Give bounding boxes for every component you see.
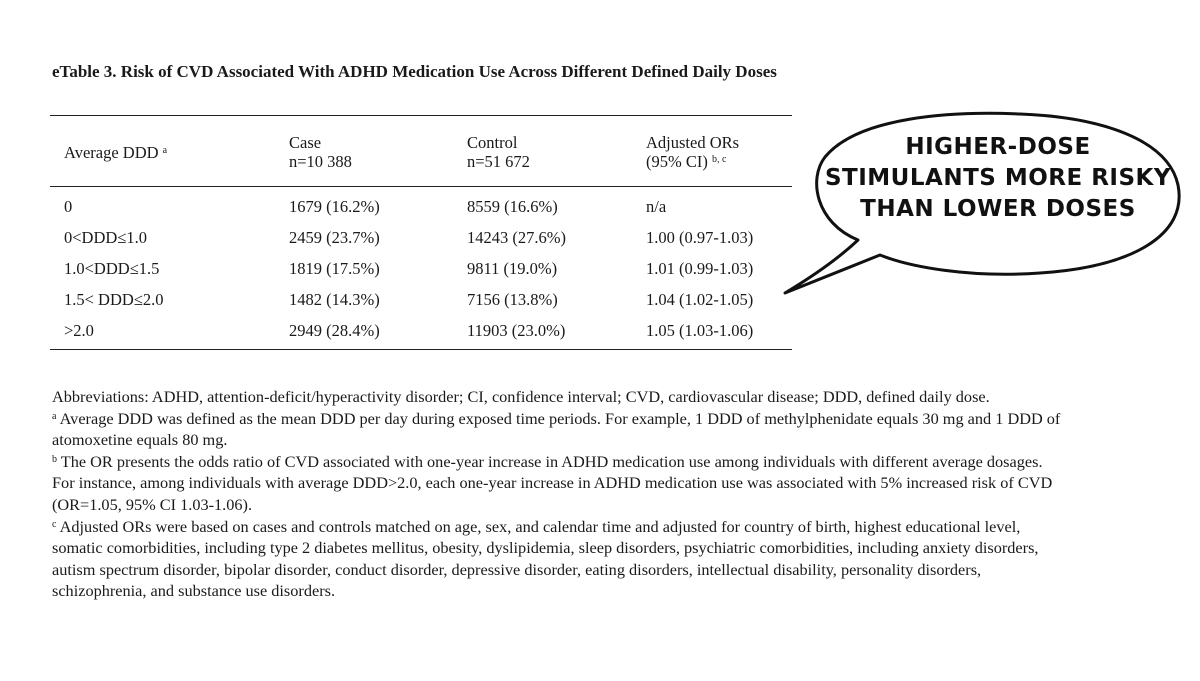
cell-case: 2949 (28.4%): [289, 321, 380, 340]
cell-case: 1482 (14.3%): [289, 290, 380, 309]
cell-or: 1.04 (1.02-1.05): [646, 290, 754, 309]
speech-bubble-line: HIGHER-DOSE: [905, 134, 1091, 160]
header-case-n: n=10 388: [289, 152, 352, 171]
header-case: [277, 116, 455, 187]
cell-ddd: 0<DDD≤1.0: [64, 228, 147, 247]
footnote-marker: b: [52, 453, 57, 465]
cell-ddd: 0: [64, 197, 73, 216]
header-average-ddd-label: Average DDD: [64, 142, 159, 162]
cell-ddd: >2.0: [64, 321, 94, 340]
footnote-marker: a: [162, 144, 168, 156]
footnote-marker: a: [52, 410, 57, 422]
cell-or: 1.00 (0.97-1.03): [646, 228, 754, 247]
cell-control: 9811 (19.0%): [467, 259, 558, 278]
cell-or: 1.01 (0.99-1.03): [646, 259, 754, 278]
speech-bubble-line: THAN LOWER DOSES: [860, 196, 1136, 222]
header-adjusted-or-label: Adjusted ORs: [646, 133, 740, 152]
abbreviations-note: Abbreviations: ADHD, attention-deficit/hyperactivity disorder; CI, confidence interval; CVD, cardiovascular disease; DDD, defined daily dose.: [52, 387, 990, 406]
cell-case: 2459 (23.7%): [289, 228, 380, 247]
footnote-a: [52, 408, 1062, 451]
table-header-row: [50, 116, 792, 187]
cell-or: 1.05 (1.03-1.06): [646, 321, 754, 340]
header-control-n: n=51 672: [467, 152, 530, 171]
header-average-ddd: [50, 116, 277, 187]
header-case-label: Case: [289, 133, 322, 152]
cell-control: 11903 (23.0%): [467, 321, 566, 340]
cell-case: 1679 (16.2%): [289, 197, 380, 216]
header-adjusted-or-ci: (95% CI): [646, 152, 708, 171]
footnote-b: [52, 451, 1062, 516]
cell-ddd: 1.0<DDD≤1.5: [64, 259, 160, 278]
footnote-marker: c: [52, 518, 57, 530]
cell-ddd: 1.5< DDD≤2.0: [64, 290, 164, 309]
table-row: [50, 315, 792, 350]
header-control-label: Control: [467, 133, 518, 152]
table-row: [50, 222, 792, 253]
table-row: [50, 284, 792, 315]
cell-or: n/a: [646, 197, 667, 216]
header-control: [455, 116, 634, 187]
cell-case: 1819 (17.5%): [289, 259, 380, 278]
table-row: [50, 187, 792, 223]
footnote-c: [52, 516, 1062, 602]
cell-control: 7156 (13.8%): [467, 290, 558, 309]
footnote-marker: b, c: [711, 154, 727, 165]
speech-bubble-text: [818, 132, 1178, 225]
footnote-b-text: The OR presents the odds ratio of CVD associated with one-year increase in ADHD medication use among individuals with different average dosages. For instance, among individuals with average DDD>2.0, each one-year increase in ADHD medication use was associated with 5% increased risk of CVD (OR=1.05, 95% CI 1.03-1.06).: [52, 451, 1053, 514]
footnote-c-text: Adjusted ORs were based on cases and controls matched on age, sex, and calendar time and adjusted for country of birth, highest educational level, somatic comorbidities, including type 2 diabetes mellitus, obesity, dyslipidemia, sleep disorders, psychiatric comorbidities, including anxiety disorders, autism spectrum disorder, bipolar disorder, conduct disorder, depressive disorder, eating disorders, intellectual disability, personality disorders, schizophrenia, and substance use disorders.: [52, 516, 1039, 601]
speech-bubble-line: STIMULANTS MORE RISKY: [824, 165, 1172, 191]
header-adjusted-or: [634, 116, 792, 187]
footnote-a-text: Average DDD was defined as the mean DDD per day during exposed time periods. For example, 1 DDD of methylphenidate equals 30 mg and 1 DDD of atomoxetine equals 80 mg.: [52, 408, 1061, 450]
table-row: [50, 253, 792, 284]
cell-control: 14243 (27.6%): [467, 228, 566, 247]
table-title: eTable 3. Risk of CVD Associated With ADHD Medication Use Across Different Defined Daily Doses: [52, 62, 777, 81]
table-notes: [52, 386, 1062, 602]
dose-risk-table: [50, 115, 792, 350]
cell-control: 8559 (16.6%): [467, 197, 558, 216]
